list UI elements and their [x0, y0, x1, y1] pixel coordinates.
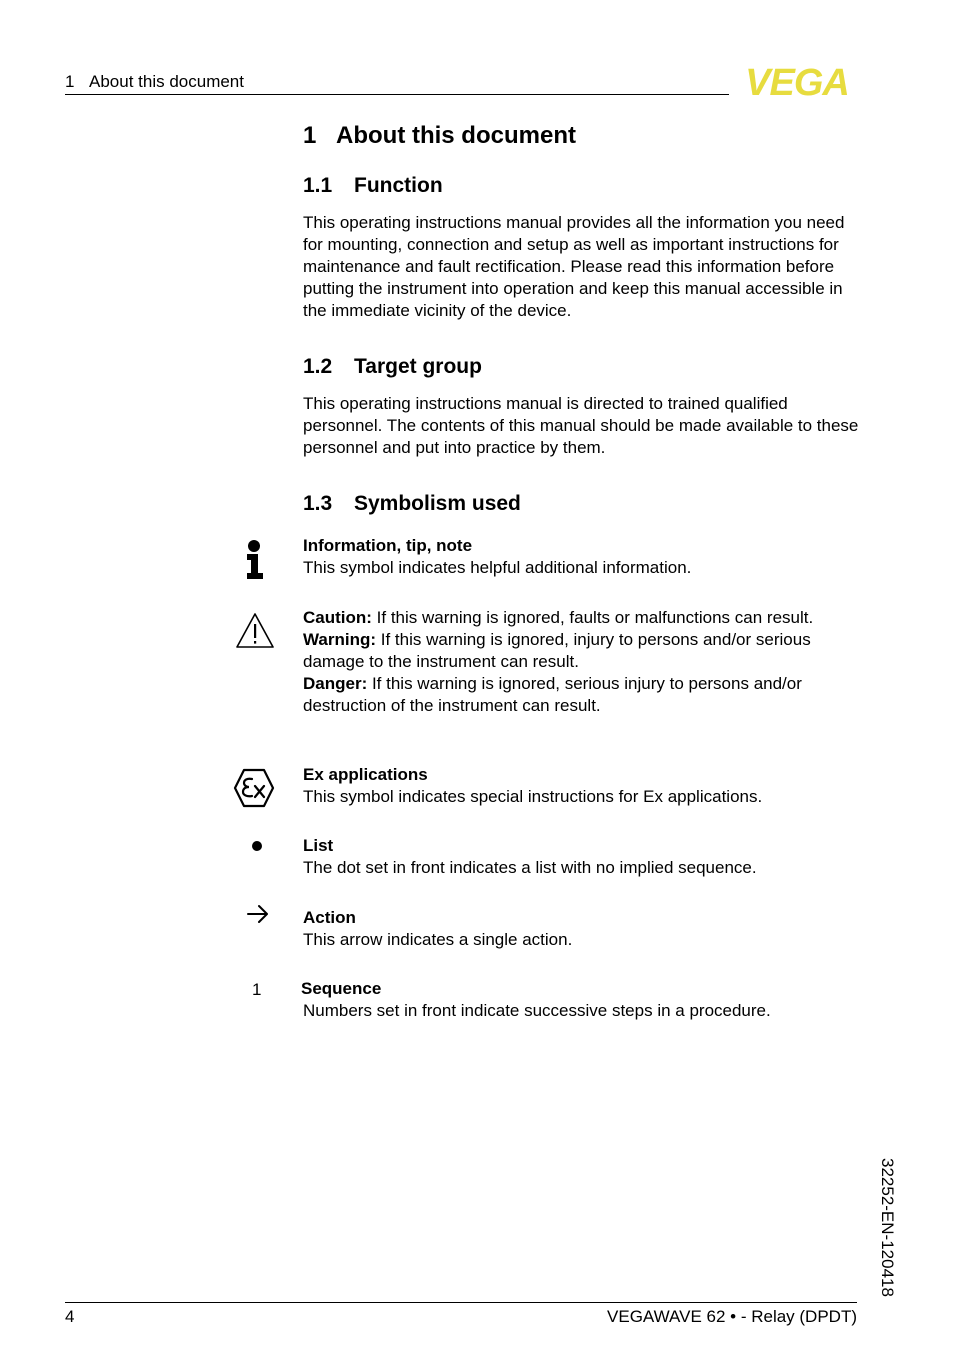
- warning-triangle-icon: [235, 612, 275, 655]
- target-group-heading: [303, 355, 482, 379]
- page-number: 4: [65, 1307, 75, 1326]
- ex-hexagon-icon: [233, 768, 275, 813]
- info-entry: [303, 535, 863, 579]
- warning-label: Warning:: [303, 630, 377, 649]
- vega-logo-text: VEGA: [745, 64, 849, 98]
- danger-label: Danger:: [303, 674, 368, 693]
- function-text: This operating instructions manual provides all the information you need for mounting, connection and setup as well as important instructions for maintenance and fault rectification. Please read this information before putting the instrument into operation and keep this manual accessible in the immediate vicinity of the device.: [303, 213, 845, 320]
- info-icon: [244, 539, 266, 586]
- target-group-heading-number: 1.2: [303, 355, 333, 378]
- chapter-heading-title: About this document: [336, 122, 576, 149]
- warning-line: [303, 629, 858, 673]
- danger-text: If this warning is ignored, serious injury to persons and/or destruction of the instrument can result.: [303, 674, 802, 715]
- ex-entry: [303, 764, 863, 808]
- footer-title: VEGAWAVE 62 • - Relay (DPDT): [607, 1307, 857, 1326]
- function-heading: [303, 174, 443, 198]
- sequence-text: Numbers set in front indicate successive steps in a procedure.: [303, 1001, 771, 1020]
- caution-line: [303, 607, 858, 629]
- warnings-entry: [303, 607, 858, 717]
- vega-logo: [735, 64, 859, 98]
- running-header-title: About this document: [89, 72, 244, 91]
- sequence-entry: [303, 978, 863, 1022]
- action-entry: [303, 907, 863, 951]
- sequence-title: Sequence: [301, 979, 382, 998]
- ex-title: Ex applications: [303, 765, 428, 784]
- symbolism-heading: [303, 492, 521, 516]
- target-group-text: This operating instructions manual is directed to trained qualified personnel. The contents of this manual should be made available to these personnel and put into practice by them.: [303, 394, 859, 457]
- function-heading-number: 1.1: [303, 174, 333, 197]
- list-text: The dot set in front indicates a list with no implied sequence.: [303, 858, 757, 877]
- info-text: This symbol indicates helpful additional information.: [303, 558, 692, 577]
- function-heading-title: Function: [354, 174, 443, 197]
- target-group-heading-title: Target group: [354, 355, 482, 378]
- header-rule: [65, 94, 729, 95]
- ex-text: This symbol indicates special instructions for Ex applications.: [303, 787, 763, 806]
- footer-rule: [65, 1302, 857, 1303]
- document-id: 32252-EN-120418: [878, 1158, 897, 1297]
- chapter-heading: [303, 122, 576, 150]
- action-title: Action: [303, 908, 356, 927]
- warning-text: If this warning is ignored, injury to persons and/or serious damage to the instrument can result.: [303, 630, 811, 671]
- chapter-heading-number: 1: [303, 122, 317, 149]
- vega-logo-mark: [735, 64, 859, 98]
- running-header: [65, 72, 244, 92]
- running-header-number: 1: [65, 72, 75, 91]
- danger-line: [303, 673, 858, 717]
- action-text: This arrow indicates a single action.: [303, 930, 573, 949]
- bullet-dot-icon: [252, 841, 262, 851]
- info-title: Information, tip, note: [303, 536, 473, 555]
- sequence-number: 1: [252, 980, 262, 999]
- symbolism-heading-number: 1.3: [303, 492, 333, 515]
- list-title: List: [303, 836, 334, 855]
- caution-text: If this warning is ignored, faults or malfunctions can result.: [371, 608, 814, 627]
- caution-label: Caution:: [303, 608, 372, 627]
- symbolism-heading-title: Symbolism used: [354, 492, 521, 515]
- list-entry: [303, 835, 863, 879]
- arrow-right-icon: [246, 903, 270, 930]
